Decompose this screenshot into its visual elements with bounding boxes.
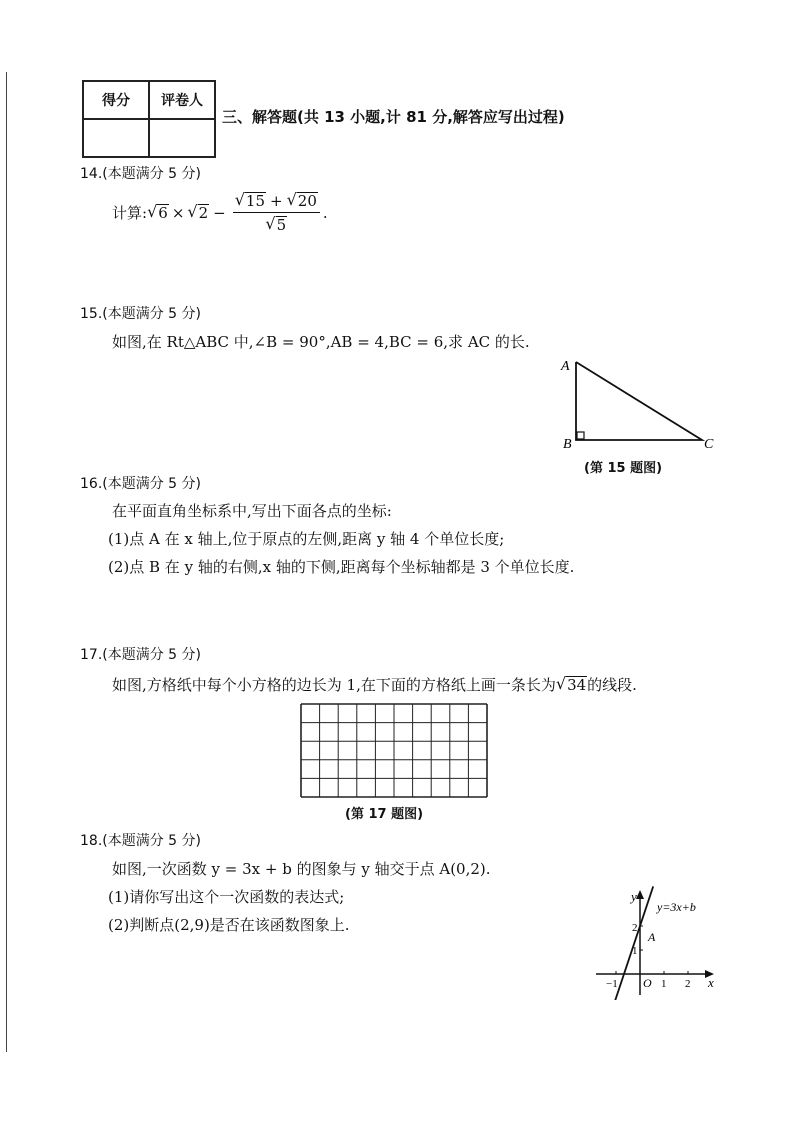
tick-label-y-1: 1	[632, 945, 638, 957]
page-margin-line	[6, 72, 7, 1052]
tick-label-y-2: 2	[632, 922, 638, 934]
score-table	[82, 80, 216, 158]
point-a-label: A	[648, 930, 656, 944]
q14-lead: 计算:	[112, 204, 148, 223]
q18-part2: (2)判断点(2,9)是否在该函数图象上.	[108, 916, 350, 934]
triangle-figure	[556, 352, 722, 452]
q17-caption: (第 17 题图)	[345, 807, 424, 822]
grader-cell[interactable]	[149, 119, 215, 157]
x-axis-label: x	[708, 975, 714, 990]
q14-formula: 计算: √ 6 × √ 2 − √ 15 + √ 20 √ 5 .	[112, 190, 328, 234]
label-a: A	[561, 359, 570, 374]
score-cell[interactable]	[83, 119, 149, 157]
function-label: y=3x+b	[657, 900, 696, 914]
q17-text: 如图,方格纸中每个小方格的边长为 1,在下面的方格纸上画一条长为 √ 34 的线段.	[112, 673, 637, 694]
q14-heading: 14.(本题满分 5 分)	[80, 166, 201, 182]
q18-part1: (1)请你写出这个一次函数的表达式;	[108, 888, 345, 906]
q15-caption: (第 15 题图)	[584, 461, 663, 476]
tick-label-x-1: 1	[661, 978, 667, 990]
q15-text: 如图,在 Rt△ABC 中,∠B = 90°,AB = 4,BC = 6,求 AC 的长.	[112, 333, 530, 351]
y-axis-arrow	[636, 890, 644, 899]
right-angle-mark	[577, 432, 584, 439]
section-title: 三、解答题(共 13 小题,计 81 分,解答应写出过程)	[222, 108, 565, 126]
score-header: 得分	[83, 81, 149, 119]
triangle-abc	[576, 362, 702, 440]
tick-label-x-2: 2	[685, 978, 691, 990]
y-axis-label: y	[631, 889, 637, 904]
sqrt-34: √ 34	[555, 673, 587, 694]
q18-heading: 18.(本题满分 5 分)	[80, 833, 201, 849]
origin-label: O	[643, 976, 652, 990]
q16-heading: 16.(本题满分 5 分)	[80, 476, 201, 492]
q14-fraction: √ 15 + √ 20 √ 5	[233, 192, 320, 234]
q16-part1: (1)点 A 在 x 轴上,位于原点的左侧,距离 y 轴 4 个单位长度;	[108, 530, 505, 548]
q16-part2: (2)点 B 在 y 轴的右侧,x 轴的下侧,距离每个坐标轴都是 3 个单位长度.	[108, 558, 575, 576]
sqrt-2: √ 2	[187, 202, 209, 222]
label-c: C	[704, 437, 714, 452]
sqrt-6: √ 6	[147, 202, 168, 222]
tick-label-x-neg1: −1	[606, 978, 618, 990]
label-b: B	[563, 437, 572, 452]
q15-heading: 15.(本题满分 5 分)	[80, 306, 201, 322]
q18-intro: 如图,一次函数 y = 3x + b 的图象与 y 轴交于点 A(0,2).	[112, 860, 491, 878]
square-grid[interactable]	[300, 703, 488, 799]
linear-function-graph	[590, 885, 720, 1000]
grader-header: 评卷人	[149, 81, 215, 119]
q16-intro: 在平面直角坐标系中,写出下面各点的坐标:	[112, 502, 392, 520]
q17-heading: 17.(本题满分 5 分)	[80, 647, 201, 663]
